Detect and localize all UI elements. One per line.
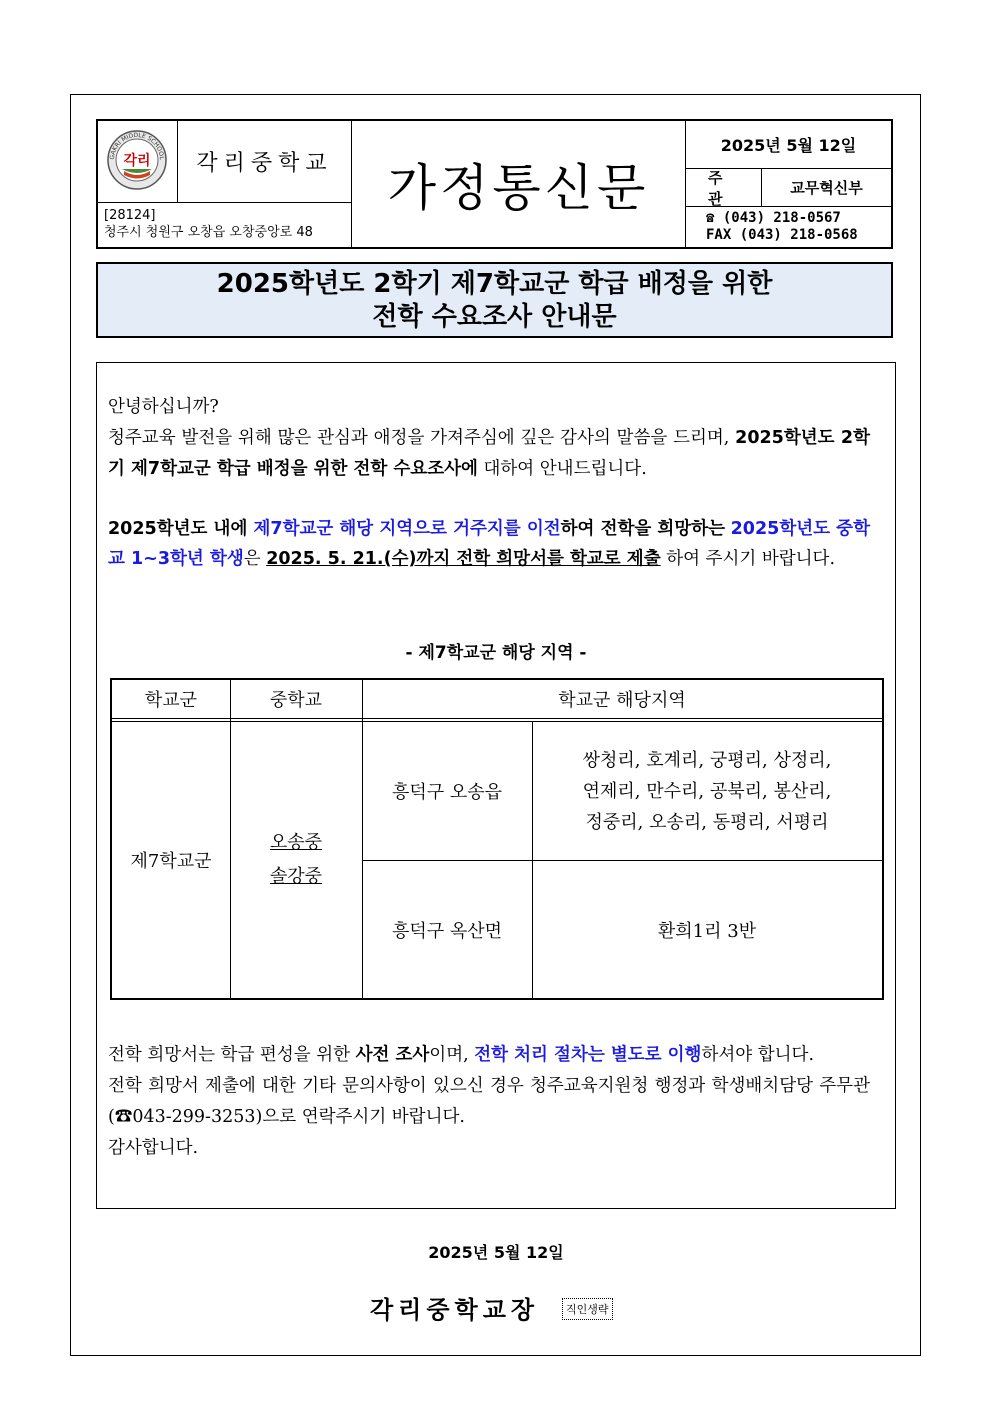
contact-line: 전학 희망서 제출에 대한 기타 문의사항이 있으신 경우 청주교육지원청 행정과 학생배치담당 주무관(☎043-299-3253)으로 연락주시기 바랍니다. xyxy=(108,1076,870,1127)
area-osong xyxy=(532,722,882,860)
district-oksan: 흥덕구 옥산면 xyxy=(391,920,503,942)
region-table xyxy=(110,678,884,1000)
notice-title xyxy=(96,262,893,338)
area-line: 정중리, 오송리, 동평리, 서평리 xyxy=(585,811,829,833)
note-highlight: 전학 처리 절차는 별도로 이행 xyxy=(474,1045,702,1065)
area-oksan: 환희1리 3반 xyxy=(657,920,757,942)
col-header-group: 학교군 xyxy=(144,690,198,711)
title-line-2: 전학 수요조사 안내문 xyxy=(372,302,617,332)
school-name: 각리중학교 xyxy=(178,121,352,203)
greeting: 안녕하십니까? xyxy=(108,397,219,417)
zip-code: [28124] xyxy=(104,208,156,223)
letterhead xyxy=(96,119,893,249)
intro-text-2: 대하여 안내드립니다. xyxy=(477,459,647,479)
dept-label: 주관 xyxy=(686,169,762,207)
note-text-1: 전학 희망서는 학급 편성을 위한 xyxy=(108,1045,356,1065)
intro-text: 청주교육 발전을 위해 많은 관심과 애정을 가져주심에 깊은 감사의 말씀을 드리며, xyxy=(108,428,730,448)
phone-number: ☎ (043) 218-0567 xyxy=(706,210,841,226)
request-text-1: 2025학년도 내에 xyxy=(108,519,254,539)
note-text-2: 이며, xyxy=(429,1045,475,1065)
newsletter-title: 가정통신문 xyxy=(352,121,686,247)
header-divider xyxy=(112,718,882,719)
request-paragraph xyxy=(108,514,870,574)
col-header-area: 학교군 해당지역 xyxy=(558,690,686,711)
intro-paragraph xyxy=(108,392,870,485)
request-highlight-2: 2025학년도 중학교 1~3학년 학생 xyxy=(108,519,870,569)
intro-bold-text: 2025학년도 2학기 제7학교군 학급 배정을 위한 전학 수요조사에 xyxy=(108,428,870,479)
region-table-title: - 제7학교군 해당 지역 - xyxy=(405,643,587,663)
intro-line xyxy=(108,423,870,485)
street-address: 청주시 청원구 오창읍 오창중앙로 48 xyxy=(104,225,313,240)
group-cell: 제7학교군 xyxy=(130,851,212,872)
dept-value: 교무혁신부 xyxy=(762,169,891,207)
request-text-4: 하여 주시기 바랍니다. xyxy=(666,549,836,569)
footer-date: 2025년 5월 12일 xyxy=(428,1243,564,1262)
title-line-1: 2025학년도 2학기 제7학교군 학급 배정을 위한 xyxy=(216,269,773,299)
issue-date: 2025년 5월 12일 xyxy=(686,121,891,169)
area-line: 쌍청리, 호계리, 궁평리, 상정리, xyxy=(582,749,832,771)
svg-text:각리: 각리 xyxy=(123,153,151,169)
note-bold: 사전 조사 xyxy=(355,1045,430,1065)
school-logo xyxy=(106,129,168,191)
area-line: 연제리, 만수리, 공북리, 봉산리, xyxy=(582,780,832,802)
principal-signature: 각리중학교장 xyxy=(370,1296,540,1324)
fax-number: FAX (043) 218-0568 xyxy=(706,227,858,243)
col-header-school: 중학교 xyxy=(269,690,323,711)
svg-text:GAKRI MIDDLE SCHOOL: GAKRI MIDDLE SCHOOL xyxy=(108,131,166,161)
district-osong: 흥덕구 오송읍 xyxy=(391,782,503,803)
request-text-2: 하여 전학을 희망하는 xyxy=(560,519,726,539)
logo-cell xyxy=(98,121,178,203)
school-osong: 오송중 xyxy=(269,832,323,853)
school-address xyxy=(98,203,352,249)
notes-paragraph xyxy=(108,1040,870,1164)
school-cell xyxy=(230,722,362,998)
request-deadline: 2025. 5. 21.(수)까지 전학 희망서를 학교로 제출 xyxy=(266,549,661,569)
note-text-3: 하셔야 합니다. xyxy=(701,1045,815,1065)
note-line xyxy=(108,1040,870,1071)
thanks-line: 감사합니다. xyxy=(108,1138,199,1158)
request-text-3: 은 xyxy=(243,549,267,569)
seal-omitted-stamp: 직인생략 xyxy=(562,1298,613,1320)
contact-numbers xyxy=(686,207,891,247)
request-highlight-1: 제7학교군 해당 지역으로 거주지를 이전 xyxy=(253,519,561,539)
school-solgang: 솔강중 xyxy=(269,866,323,887)
